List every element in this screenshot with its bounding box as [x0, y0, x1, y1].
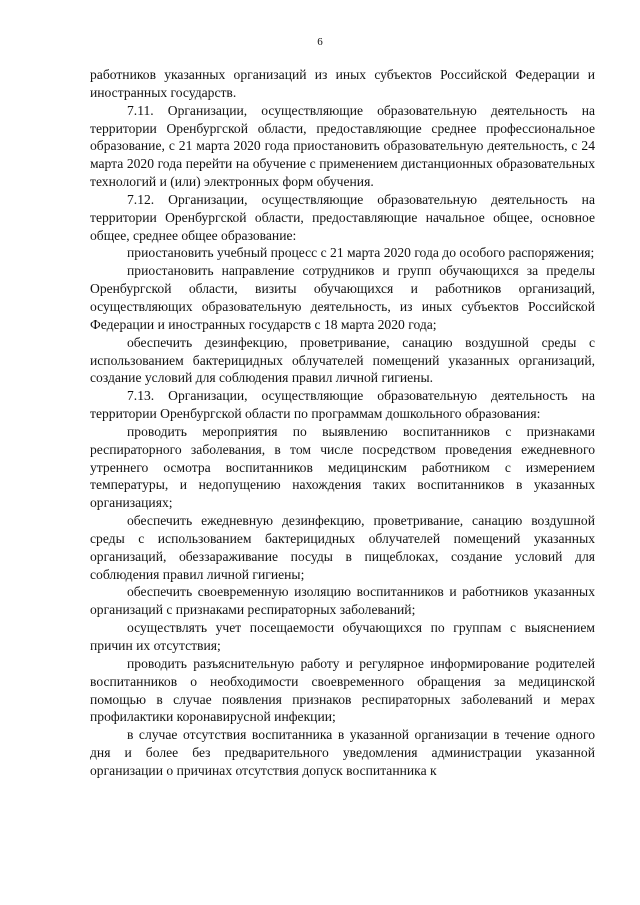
paragraph-7-11: 7.11. Организации, осуществляющие образовательную деятельность на территории Оренбургской области, предоставляющие среднее профессиональное образование, с 21 марта 2020 года приостановить образовательную деятельность, с 24 марта 2020 года перейти на обучение с применением дистанционных образовательных технологий и (или) электронных форм обучения. — [90, 102, 595, 190]
paragraph-continuation: работников указанных организаций из иных субъектов Российской Федерации и иностранных государств. — [90, 67, 595, 100]
paragraph-7-13-item-6: в случае отсутствия воспитанника в указанной организации в течение одного дня и более без предварительного уведомления администрации указанной организации о причинах отсутствия допуск воспитанника к — [90, 727, 595, 778]
paragraph-7-13-item-2: обеспечить ежедневную дезинфекцию, проветривание, санацию воздушной среды с использованием бактерицидных облучателей помещений указанных организаций, обеззараживание посуды в пищеблоках, создание условий для соблюдения правил личной гигиены; — [90, 513, 595, 582]
paragraph-7-13-item-3: обеспечить своевременную изоляцию воспитанников и работников указанных организаций с признаками респираторных заболеваний; — [90, 584, 595, 618]
paragraph-7-12-item-2: приостановить направление сотрудников и групп обучающихся за пределы Оренбургской области, визиты обучающихся и работников организаций, осуществляющих образовательную деятельность, из иных субъектов Российской Федерации и иностранных государств с 18 марта 2020 года; — [90, 263, 595, 332]
paragraph-7-13-item-5: проводить разъяснительную работу и регулярное информирование родителей воспитанников о необходимости своевременного обращения за медицинской помощью в случае появления признаков респираторных заболеваний и мерах профилактики коронавирусной инфекции; — [90, 655, 595, 725]
paragraph-7-13-item-4: осуществлять учет посещаемости обучающихся по группам с выяснением причин их отсутствия; — [90, 620, 595, 653]
page-number: 6 — [317, 36, 323, 48]
paragraph-7-12-item-3: обеспечить дезинфекцию, проветривание, санацию воздушной среды с использованием бактерицидных облучателей помещений указанных организаций, создание условий для соблюдения правил личной гигиены. — [90, 334, 595, 386]
paragraph-7-12: 7.12. Организации, осуществляющие образовательную деятельность на территории Оренбургской области, предоставляющие начальное общее, основное общее, среднее общее образование: — [90, 191, 595, 243]
paragraph-7-12-item-1: приостановить учебный процесс с 21 марта 2020 года до особого распоряжения; — [127, 245, 595, 261]
document-body — [90, 66, 595, 780]
paragraph-7-13: 7.13. Организации, осуществляющие образовательную деятельность на территории Оренбургской области по программам дошкольного образования: — [90, 388, 595, 422]
paragraph-7-13-item-1: проводить мероприятия по выявлению воспитанников с признаками респираторного заболевания, в том числе посредством проведения ежедневного утреннего осмотра воспитанников медицинским работником с измерением температуры, и недопущению нахождения таких воспитанников в указанных организациях; — [90, 423, 595, 511]
